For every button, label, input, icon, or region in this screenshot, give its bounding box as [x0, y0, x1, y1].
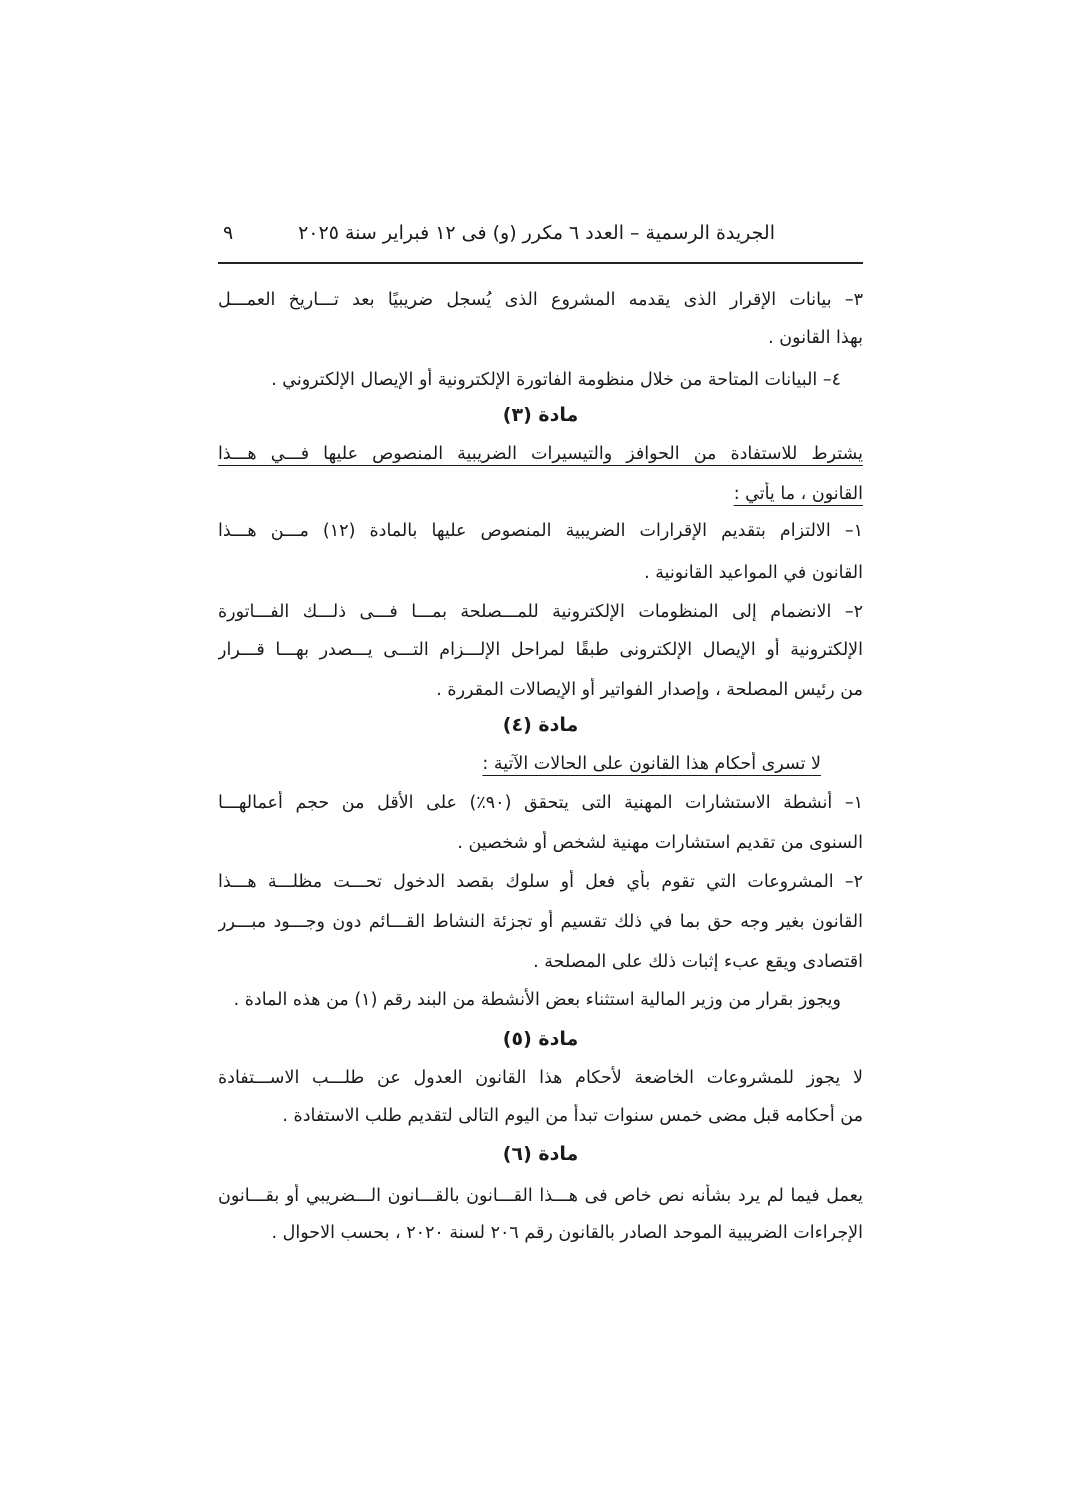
article-5-line-2: من أحكامه قبل مضى خمس سنوات تبدأ من اليوم التالى لتقديم طلب الاستفادة .	[282, 1106, 863, 1126]
item-3-line-2: بهذا القانون .	[768, 328, 863, 348]
article-3-item-2-line-1: ٢– الانضمام إلى المنظومات الإلكترونية للمـــصلحة بمـــا فـــى ذلـــك الفـــاتورة	[218, 602, 863, 622]
article-4-item-2-line-1: ٢– المشروعات التي تقوم بأي فعل أو سلوك بقصد الدخول تحـــت مظلـــة هـــذا	[218, 872, 863, 892]
article-3-item-1-line-1: ١– الالتزام بتقديم الإقرارات الضريبية المنصوص عليها بالمادة (١٢) مـــن هـــذا	[218, 521, 863, 541]
article-3-intro-text: القانون ، ما يأتي :	[733, 484, 863, 504]
page-header	[215, 222, 863, 252]
article-6-line-2: الإجراءات الضريبية الموحد الصادر بالقانون رقم ٢٠٦ لسنة ٢٠٢٠ ، بحسب الاحوال .	[271, 1223, 863, 1243]
article-6-line-1: يعمل فيما لم يرد بشأنه نص خاص فى هـــذا القـــانون بالقـــانون الـــضريبي أو بقـــانون	[218, 1186, 863, 1206]
item-4: ٤– البيانات المتاحة من خلال منظومة الفاتورة الإلكترونية أو الإيصال الإلكتروني .	[271, 370, 841, 390]
gazette-title: الجريدة الرسمية – العدد ٦ مكرر (و) فى ١٢ فبراير سنة ٢٠٢٥	[298, 222, 775, 244]
article-3-heading: مادة (٣)	[502, 404, 579, 426]
article-4-heading: مادة (٤)	[502, 714, 579, 736]
article-6-heading: مادة (٦)	[502, 1143, 579, 1165]
article-4-item-2-line-3: اقتصادى ويقع عبء إثبات ذلك على المصلحة .	[533, 952, 863, 972]
article-4-exception: ويجوز بقرار من وزير المالية استثناء بعض الأنشطة من البند رقم (١) من هذه المادة .	[233, 990, 841, 1010]
article-5-heading: مادة (٥)	[502, 1028, 579, 1050]
page-number: ٩	[223, 222, 234, 244]
article-4-item-1-line-2: السنوى من تقديم استشارات مهنية لشخص أو شخصين .	[457, 833, 863, 853]
article-4-item-1-line-1: ١– أنشطة الاستشارات المهنية التى يتحقق (٩٠٪) على الأقل من حجم أعمالهـــا	[218, 793, 863, 813]
article-4-intro-text: لا تسرى أحكام هذا القانون على الحالات الآتية :	[482, 754, 821, 774]
article-3-intro-line-1: يشترط للاستفادة من الحوافز والتيسيرات الضريبية المنصوص عليها فـــي هـــذا	[218, 444, 863, 464]
article-3-item-2-line-2: الإلكترونية أو الإيصال الإلكترونى طبقًا لمراحل الإلـــزام التـــى يـــصدر بهـــا قـــرار	[218, 640, 863, 660]
article-3-intro-line-2	[218, 482, 863, 506]
article-4-intro	[218, 752, 863, 776]
item-3-line-1: ٣– بيانات الإقرار الذى يقدمه المشروع الذى يُسجل ضريبيًا بعد تـــاريخ العمـــل	[218, 290, 863, 310]
article-3-item-1-line-2: القانون في المواعيد القانونية .	[644, 563, 863, 583]
header-divider	[218, 262, 863, 264]
article-4-item-2-line-2: القانون بغير وجه حق بما في ذلك تقسيم أو تجزئة النشاط القـــائم دون وجـــود مبـــرر	[218, 912, 863, 932]
article-5-line-1: لا يجوز للمشروعات الخاضعة لأحكام هذا القانون العدول عن طلـــب الاســـتفادة	[218, 1068, 863, 1088]
article-3-item-2-line-3: من رئيس المصلحة ، وإصدار الفواتير أو الإيصالات المقررة .	[436, 680, 863, 700]
